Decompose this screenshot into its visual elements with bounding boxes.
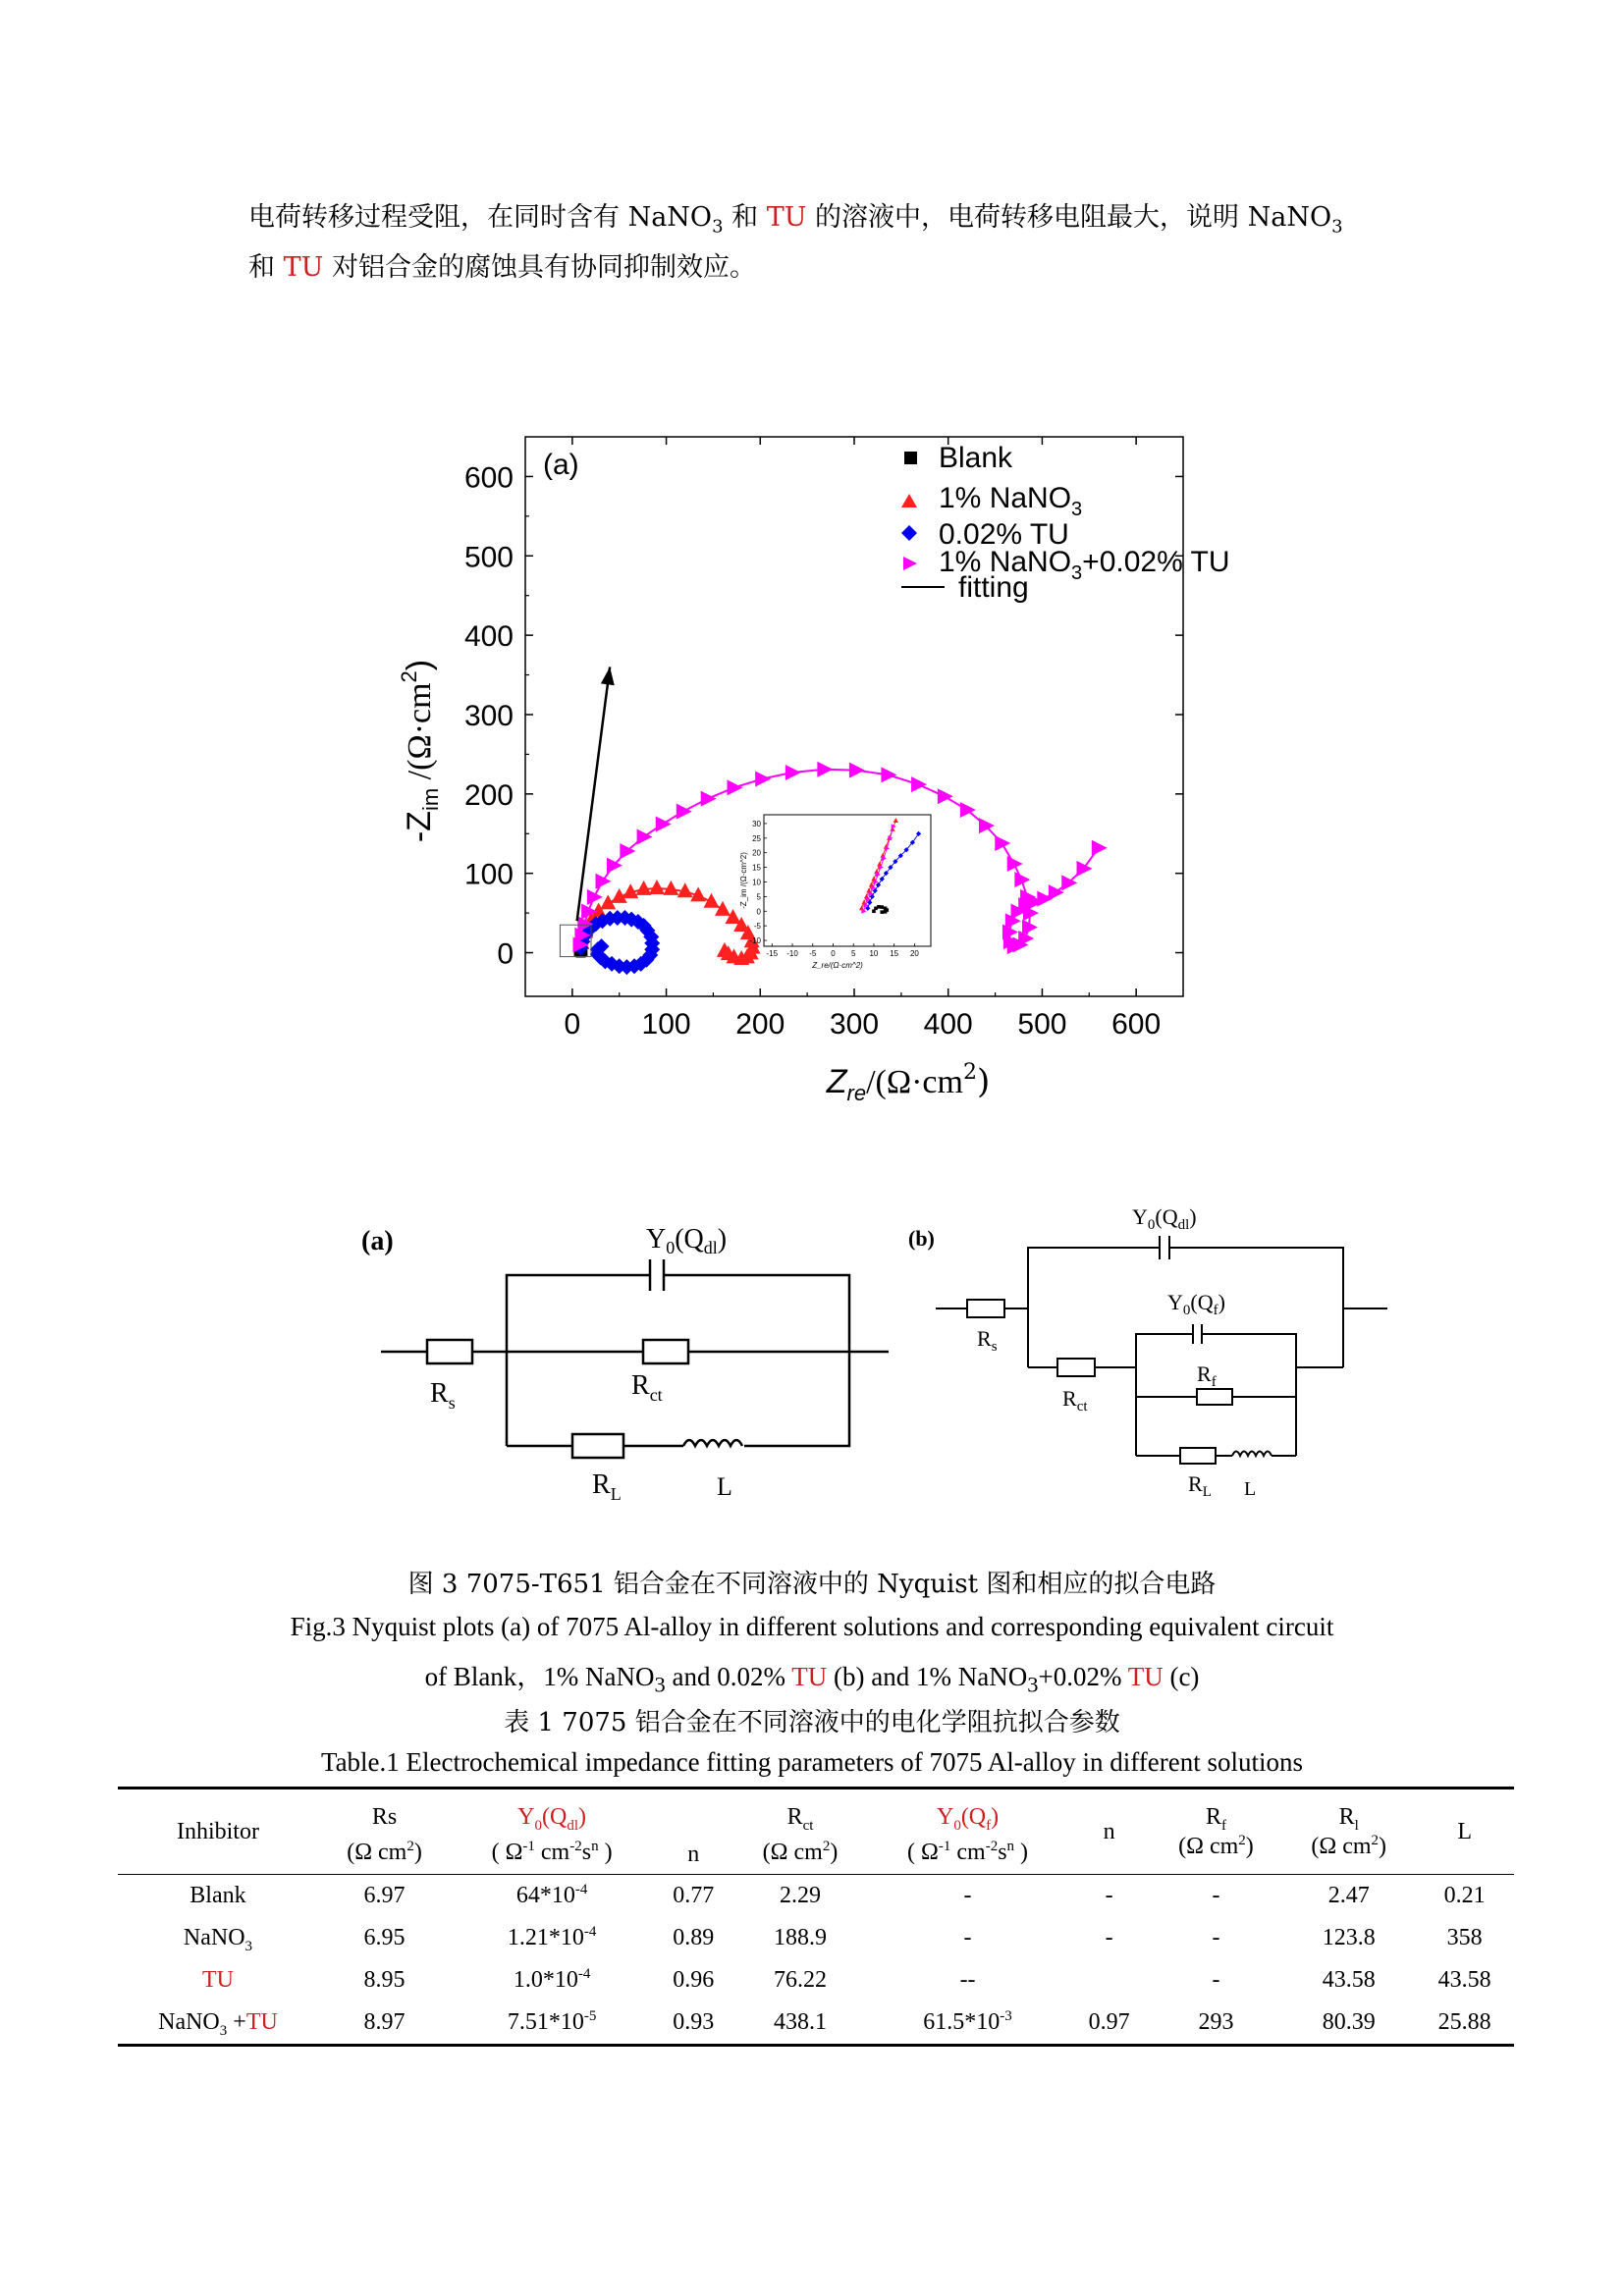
1-nano3-0-02-tu-point — [607, 858, 623, 874]
inset-y-tick-label: 0 — [756, 907, 761, 917]
col-rs: Rs — [318, 1789, 451, 1832]
1-nano3-0-02-tu-point — [911, 776, 927, 792]
circuit-a-rl-label: $R_L$ — [592, 1469, 622, 1504]
cell-l: 358 — [1446, 1925, 1483, 1950]
fit-line — [580, 770, 1099, 946]
table-row — [118, 1875, 1514, 1918]
cell-rct: 2.29 — [733, 1875, 866, 1918]
x-tick-label: 500 — [1017, 1008, 1067, 1041]
table-row — [118, 1917, 1514, 1959]
1-nano3-0-02-tu-point — [995, 835, 1010, 851]
col-y0dl: $Y_0(Q_{dl})$ — [451, 1789, 653, 1832]
x-tick-label: 300 — [829, 1008, 880, 1041]
legend-label-mixed: 1% NaNO$_3$+0.02% TU — [939, 546, 1230, 584]
inductor-l — [683, 1440, 742, 1446]
y-tick-label: 300 — [463, 699, 514, 732]
x-tick-label: 0 — [564, 1008, 581, 1041]
inductor-l — [1232, 1452, 1272, 1457]
figure-caption-en-line1: Fig.3 Nyquist plots (a) of 7075 Al-alloy in different solutions and corresponding equivalent circuit — [290, 1612, 1334, 1641]
circuit-b — [908, 1193, 1399, 1507]
1-nano3-0-02-tu-point — [817, 762, 833, 777]
cell-y0f: - — [867, 1875, 1069, 1918]
cell-n2: 0.97 — [1069, 2002, 1150, 2046]
cell-rct: 188.9 — [774, 1925, 827, 1950]
1-nano3-0-02-tu-point — [1092, 840, 1108, 856]
inset-point — [876, 882, 881, 887]
1-nano3-0-02-tu-point — [1007, 856, 1023, 872]
inset-y-tick-label: 5 — [756, 892, 761, 902]
cell-n: 0.96 — [673, 1967, 715, 1993]
paragraph-line-1: 电荷转移过程受阻，在同时含有 NaNO$_3$ 和 TU 的溶液中，电荷转移电阻最大，说明 NaNO$_3$ — [248, 202, 1343, 238]
circuit-b-rct-label: $R_{ct}$ — [1062, 1386, 1088, 1415]
inset-y-tick-label: -10 — [749, 936, 761, 946]
y-tick-label: 500 — [463, 541, 514, 574]
unit-y0f: ( $\Omega^{-1}$ $cm^{-2}s^n$ ) — [907, 1838, 1029, 1865]
inset-frame — [764, 815, 931, 946]
resistor-rl — [1180, 1448, 1216, 1464]
inset-point — [893, 818, 898, 823]
table-caption-en: Table.1 Electrochemical impedance fitting parameters of 7075 Al-alloy in different solutions — [320, 1747, 1304, 1777]
inset-y-axis-title: -Z_im /(Ω·cm^2) — [739, 852, 748, 909]
circuit-b-label: (b) — [908, 1226, 935, 1251]
wire — [1136, 1334, 1193, 1456]
inset-y-tick-label: 15 — [752, 863, 761, 873]
inset-point — [880, 905, 884, 909]
1-nano3-point — [636, 881, 652, 895]
1-nano3-0-02-tu-point — [587, 889, 603, 905]
x-tick-label: 400 — [923, 1008, 973, 1041]
circuit-a-rs-label: $R_s$ — [430, 1378, 456, 1413]
inset-y-tick-label: -5 — [753, 922, 761, 932]
cell-rs: 8.95 — [363, 1967, 406, 1993]
resistor-rct — [643, 1340, 688, 1363]
cell-inhibitor: TU — [201, 1967, 234, 1993]
y-axis-title — [397, 660, 443, 842]
col-n: n — [653, 1789, 733, 1875]
cell-n: 0.77 — [653, 1875, 733, 1918]
cell-n2: - — [1069, 1875, 1150, 1918]
cell-rs: 6.97 — [318, 1875, 451, 1918]
1-nano3-0-02-tu-point — [727, 779, 742, 795]
col-rf: $R_f$ (Ω $cm^2$) — [1150, 1789, 1282, 1875]
1-nano3-0-02-tu-point — [979, 818, 995, 833]
resistor-rs — [427, 1340, 472, 1363]
x-tick-label: 200 — [735, 1008, 785, 1041]
col-n2: n — [1069, 1789, 1150, 1875]
cell-y0dl: $1.0*10^{-4}$ — [513, 1966, 591, 1993]
data-points — [572, 762, 1107, 975]
inset-y-tick-label: 30 — [752, 819, 761, 828]
panel-label: (a) — [543, 449, 579, 481]
table-caption-zh: 表 1 7075 铝合金在不同溶液中的电化学阻抗拟合参数 — [504, 1708, 1120, 1737]
cell-rf: 293 — [1150, 2002, 1282, 2046]
cell-rct: 76.22 — [774, 1967, 827, 1993]
circuit-b-rs-label: $R_s$ — [977, 1326, 998, 1355]
y-tick-label: 200 — [463, 778, 514, 812]
inset-x-tick-label: -5 — [809, 949, 817, 958]
wire — [1028, 1248, 1160, 1367]
inset-x-axis-title: Z_re/(Ω·cm^2) — [812, 961, 863, 970]
inset-x-tick-label: 0 — [831, 949, 836, 958]
col-inhibitor: Inhibitor — [118, 1789, 318, 1875]
cell-y0f: $61.5*10^{-3}$ — [867, 2002, 1069, 2046]
svg-text:-Zim /(Ω·cm2): $-Z_{im}$ $/(\Omega\cdot cm^2)$ — [397, 659, 443, 843]
figure-caption-en-line2: of Blank，1% NaNO$_3$ and 0.02% TU (b) and 1% NaNO$_3$+0.02% TU (c) — [424, 1662, 1200, 1697]
inset-x-tick-label: 15 — [890, 949, 899, 958]
cell-inhibitor: NaNO$_3$ — [183, 1925, 253, 1954]
y-tick-label: 400 — [463, 620, 514, 654]
legend-marker-blank — [904, 452, 917, 464]
cell-rf: - — [1212, 1967, 1220, 1993]
inset-point — [916, 831, 921, 836]
wire — [507, 1275, 650, 1446]
inset-point — [877, 905, 881, 909]
1-nano3-point — [663, 881, 678, 895]
cell-y0f: - — [963, 1925, 972, 1950]
cell-rl: 123.8 — [1322, 1925, 1376, 1950]
resistor-rs — [967, 1300, 1004, 1317]
1-nano3-0-02-tu-point — [595, 874, 611, 889]
y-tick-label: 100 — [463, 858, 514, 891]
inset-y-tick-label: 20 — [752, 848, 761, 858]
inset-x-tick-label: 10 — [869, 949, 879, 958]
legend-label-blank: Blank — [939, 442, 1013, 474]
inset-y-tick-label: 25 — [752, 833, 761, 843]
legend-marker-tu — [901, 525, 917, 541]
1-nano3-0-02-tu-point — [701, 791, 717, 807]
col-rct: $R_{ct}$ — [733, 1789, 866, 1832]
body-paragraph — [248, 192, 1397, 293]
legend-label-tu: 0.02% TU — [939, 518, 1069, 551]
cell-rf: - — [1150, 1875, 1282, 1918]
cell-rl: 2.47 — [1282, 1875, 1415, 1918]
unit-rct: (Ω $cm^2$) — [762, 1838, 839, 1865]
table-row — [118, 1959, 1514, 2002]
impedance-table — [118, 1787, 1514, 2047]
resistor-rl — [572, 1434, 623, 1458]
x-tick-label: 100 — [641, 1008, 691, 1041]
cell-rf: - — [1212, 1925, 1220, 1950]
nyquist-chart — [373, 417, 1257, 1104]
inset-point — [880, 910, 884, 914]
circuit-b-cap1-label: $Y_0(Q_{dl})$ — [1132, 1204, 1197, 1233]
circuit-a-cap-label: $Y_0(Q_{dl})$ — [646, 1224, 728, 1257]
cell-n2: - — [1105, 1925, 1113, 1950]
inset-point — [880, 877, 885, 881]
legend — [901, 442, 1230, 604]
legend-label-nano3: 1% NaNO$_3$ — [939, 482, 1083, 520]
unit-rs: (Ω $cm^2$) — [347, 1838, 422, 1865]
inset-x-tick-label: -15 — [766, 949, 779, 958]
inset-plot — [739, 815, 931, 970]
1-nano3-point — [704, 893, 720, 908]
y-tick-label: 0 — [497, 937, 514, 971]
x-tick-label: 600 — [1111, 1008, 1162, 1041]
inset-point — [884, 910, 888, 914]
axes — [464, 437, 1183, 1041]
circuit-b-rf-label: $R_f$ — [1197, 1362, 1217, 1390]
1-nano3-0-02-tu-point — [938, 788, 953, 804]
1-nano3-point — [649, 880, 665, 894]
inset-x-tick-label: 20 — [909, 949, 919, 958]
1-nano3-0-02-tu-point — [656, 817, 672, 832]
circuit-b-rl-label: $R_L$ — [1188, 1471, 1212, 1500]
inset-x-tick-label: -10 — [786, 949, 798, 958]
circuit-a-rct-label: $R_{ct}$ — [631, 1370, 663, 1405]
table-row — [118, 2002, 1514, 2046]
cell-inhibitor: NaNO$_3$ +TU — [118, 2002, 318, 2046]
cell-y0dl: $64*10^{-4}$ — [451, 1875, 653, 1918]
inset-x-tick-label: 5 — [850, 949, 856, 958]
cell-l: 25.88 — [1415, 2002, 1514, 2046]
circuit-a-label: (a) — [361, 1226, 394, 1256]
table-header-row — [118, 1789, 1514, 1832]
resistor-rct — [1057, 1359, 1095, 1376]
1-nano3-0-02-tu-point — [677, 804, 692, 820]
inset-point — [892, 824, 896, 828]
inset-fit-line — [868, 833, 919, 908]
resistor-rf — [1197, 1389, 1232, 1405]
1-nano3-0-02-tu-point — [849, 763, 865, 778]
paragraph-line-2: 和 TU 对铝合金的腐蚀具有协同抑制效应。 — [248, 252, 756, 283]
cell-l: 0.21 — [1415, 1875, 1514, 1918]
zoom-arrow-head — [601, 667, 615, 685]
col-l: L — [1415, 1789, 1514, 1875]
1-nano3-0-02-tu-point — [881, 767, 896, 782]
cell-rct: 438.1 — [733, 2002, 866, 2046]
cell-rs: 8.97 — [318, 2002, 451, 2046]
figure-caption-zh: 图 3 7075-T651 铝合金在不同溶液中的 Nyquist 图和相应的拟合电路 — [407, 1570, 1217, 1599]
1-nano3-0-02-tu-point — [1077, 861, 1093, 877]
cell-rl: 80.39 — [1282, 2002, 1415, 2046]
cell-rl: 43.58 — [1322, 1967, 1376, 1993]
circuit-a-l-label: L — [717, 1472, 732, 1501]
cell-l: 43.58 — [1437, 1967, 1491, 1993]
cell-inhibitor: Blank — [118, 1875, 318, 1918]
wire — [664, 1275, 849, 1446]
1-nano3-0-02-tu-point — [785, 765, 801, 780]
legend-marker-nano3 — [901, 494, 917, 507]
cell-y0f: -- — [959, 1967, 976, 1993]
legend-marker-mixed — [903, 557, 917, 570]
cell-rs: 6.95 — [363, 1925, 406, 1950]
1-nano3-0-02-tu-point — [755, 771, 771, 786]
cell-n: 0.89 — [673, 1925, 715, 1950]
cell-y0dl: $7.51*10^{-5}$ — [451, 2002, 653, 2046]
cell-n2 — [1069, 1959, 1150, 2002]
inset-y-tick-label: 10 — [752, 878, 761, 887]
col-rl: $R_l$ (Ω $cm^2$) — [1282, 1789, 1415, 1875]
x-axis-title: $Z_{re}/(\Omega\cdot cm^2)$ — [826, 1060, 991, 1105]
cell-y0dl: $1.21*10^{-4}$ — [507, 1924, 597, 1950]
unit-y0dl: ( $\Omega^{-1}$ $cm^{-2}s^n$ ) — [491, 1838, 613, 1865]
circuit-b-cap2-label: $Y_0(Q_f)$ — [1167, 1290, 1225, 1318]
circuit-b-l-label: L — [1244, 1478, 1257, 1500]
legend-label-fitting: fitting — [958, 571, 1029, 604]
circuit-a — [361, 1193, 903, 1507]
y-tick-label: 600 — [463, 461, 514, 495]
cell-n: 0.93 — [653, 2002, 733, 2046]
col-y0f: $Y_0(Q_f)$ — [867, 1789, 1069, 1832]
1-nano3-point — [715, 901, 731, 916]
